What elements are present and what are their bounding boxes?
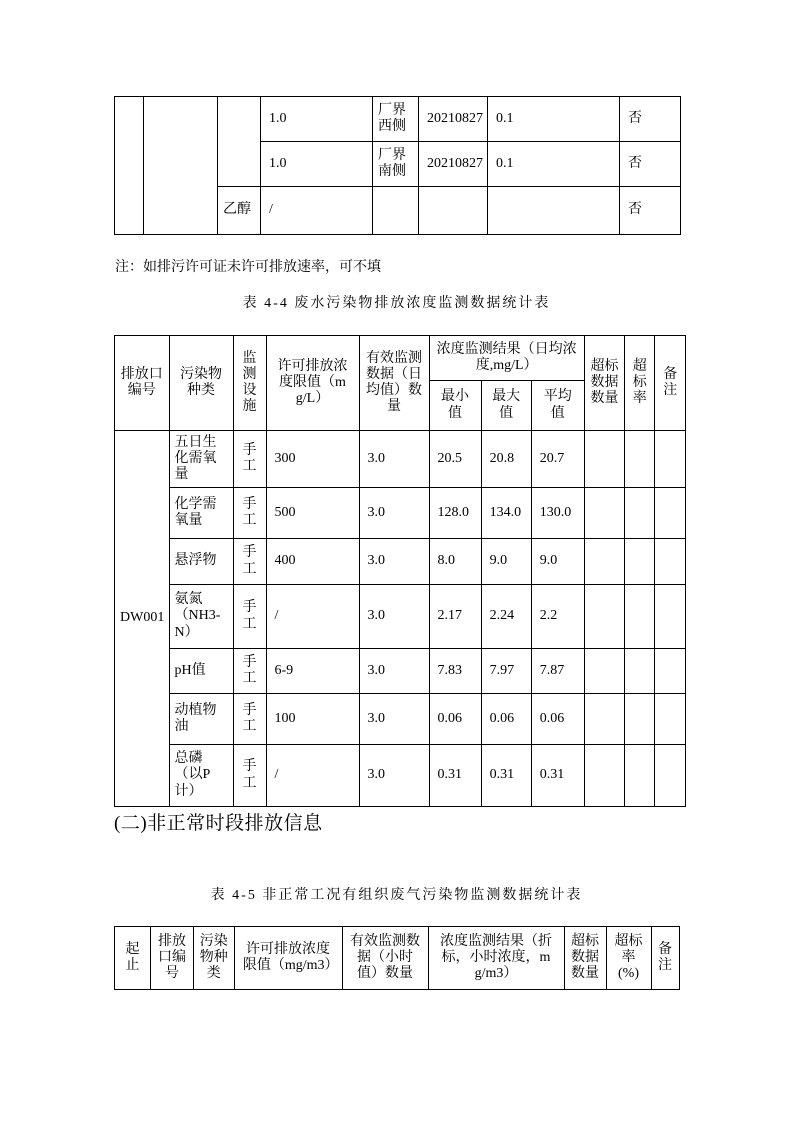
cell-pollutant: 动植物油 — [169, 694, 233, 745]
empty-cell — [584, 431, 625, 488]
cell-limit: 1.0 — [261, 142, 373, 187]
empty-cell — [584, 649, 625, 694]
header-max-label: 最大值 — [492, 389, 521, 421]
cell-facility-label: 手工 — [242, 759, 257, 791]
header-row — [115, 927, 680, 990]
header-limit — [234, 927, 342, 990]
cell-valid: 3.0 — [359, 585, 429, 649]
cell-facility — [233, 431, 266, 488]
header-min — [429, 381, 481, 431]
cell-facility-label: 手工 — [242, 545, 257, 577]
table-row — [115, 694, 686, 745]
empty-cell — [584, 539, 625, 585]
empty-cell — [584, 694, 625, 745]
cell-facility — [233, 694, 266, 745]
cell-valid: 3.0 — [359, 745, 429, 807]
empty-cell — [625, 585, 655, 649]
cell-max: 9.0 — [481, 539, 531, 585]
table-row — [115, 585, 686, 649]
cell-max: 7.97 — [481, 649, 531, 694]
cell-valid: 3.0 — [359, 694, 429, 745]
cell-pollutant: 乙醇 — [218, 187, 261, 235]
empty-cell — [115, 97, 144, 235]
header-facility — [233, 336, 266, 431]
cell-limit: 6-9 — [266, 649, 359, 694]
header-limit — [266, 336, 359, 431]
cell-avg: 2.2 — [531, 585, 584, 649]
header-result — [428, 927, 564, 990]
table-row — [115, 649, 686, 694]
cell-valid: 3.0 — [359, 488, 429, 539]
cell-location: 厂界西侧 — [373, 97, 419, 142]
header-exceed-count-label: 超标数据数量 — [590, 358, 619, 407]
table-note: 注：如排污许可证未许可排放速率，可不填 — [115, 260, 381, 275]
cell-location: 厂界南侧 — [373, 142, 419, 187]
abnormal-gas-table-table — [114, 926, 680, 990]
cell-limit: 500 — [266, 488, 359, 539]
cell-min: 7.83 — [429, 649, 481, 694]
cell-facility — [233, 745, 266, 807]
cell-facility-label: 手工 — [242, 702, 257, 734]
cell-pollutant: 氨氮（NH3-N） — [169, 585, 233, 649]
cell-facility — [233, 649, 266, 694]
empty-cell — [584, 585, 625, 649]
header-period — [115, 927, 151, 990]
cell-limit: 100 — [266, 694, 359, 745]
cell-date: 20210827 — [419, 142, 488, 187]
header-outlet — [115, 336, 170, 431]
section-heading: (二)非正常时段排放信息 — [114, 813, 323, 834]
cell-pollutant: 悬浮物 — [169, 539, 233, 585]
cell-avg: 0.06 — [531, 694, 584, 745]
cell-exceed: 否 — [620, 97, 681, 142]
wastewater-table-table — [114, 335, 686, 807]
header-remark — [651, 927, 679, 990]
header-pollutant-label: 污染物种类 — [180, 366, 222, 398]
header-outlet-label: 排放口编号 — [120, 366, 163, 398]
cell-pollutant: pH值 — [169, 649, 233, 694]
header-exceed-count-label: 超标数据数量 — [571, 933, 599, 982]
header-exceed-count — [584, 336, 625, 431]
abnormal-gas-table — [114, 926, 680, 990]
empty-cell — [655, 694, 686, 745]
gas-table-fragment-table — [114, 96, 681, 235]
header-period-label: 起止 — [125, 941, 140, 973]
header-avg-label: 平均值 — [543, 389, 572, 421]
cell-min: 0.31 — [429, 745, 481, 807]
cell-result: 0.1 — [488, 97, 620, 142]
header-remark-label: 备注 — [658, 941, 672, 973]
gas-table-fragment — [114, 96, 681, 235]
empty-cell — [655, 539, 686, 585]
cell-min: 20.5 — [429, 431, 481, 488]
empty-cell — [584, 488, 625, 539]
header-result-group — [429, 336, 584, 381]
empty-cell — [144, 97, 218, 235]
cell-facility — [233, 488, 266, 539]
table45-title: 表 4-5 非正常工况有组织废气污染物监测数据统计表 — [210, 888, 583, 903]
header-pollutant — [169, 336, 233, 431]
empty-cell — [419, 187, 488, 235]
cell-facility — [233, 585, 266, 649]
header-result-label: 浓度监测结果（折标，小时浓度，mg/m3） — [439, 933, 552, 982]
header-exceed-rate — [606, 927, 651, 990]
header-avg — [531, 381, 584, 431]
empty-cell — [625, 745, 655, 807]
header-pollutant — [194, 927, 235, 990]
cell-avg: 0.31 — [531, 745, 584, 807]
table-row — [115, 539, 686, 585]
cell-facility-label: 手工 — [242, 600, 257, 632]
table-row — [115, 97, 681, 142]
empty-cell — [655, 488, 686, 539]
header-exceed-rate — [625, 336, 655, 431]
cell-pollutant: 化学需氧量 — [169, 488, 233, 539]
header-facility-label: 监测设施 — [242, 350, 257, 415]
cell-exceed: 否 — [620, 187, 681, 235]
header-outlet — [151, 927, 194, 990]
header-result-group-label: 浓度监测结果（日均浓度,mg/L） — [436, 341, 577, 373]
cell-valid: 3.0 — [359, 649, 429, 694]
header-row — [115, 336, 686, 381]
cell-limit: 1.0 — [261, 97, 373, 142]
header-valid-count — [342, 927, 428, 990]
empty-cell — [625, 488, 655, 539]
cell-limit: / — [261, 187, 373, 235]
table-row — [115, 488, 686, 539]
header-limit-label: 许可排放浓度限值（mg/L） — [277, 358, 348, 407]
header-max — [481, 381, 531, 431]
cell-limit: / — [266, 745, 359, 807]
cell-max: 20.8 — [481, 431, 531, 488]
cell-limit: 400 — [266, 539, 359, 585]
empty-cell — [655, 585, 686, 649]
empty-cell — [625, 431, 655, 488]
cell-max: 134.0 — [481, 488, 531, 539]
cell-date: 20210827 — [419, 97, 488, 142]
header-pollutant-label: 污染物种类 — [199, 933, 228, 982]
empty-cell — [625, 694, 655, 745]
wastewater-table — [114, 335, 686, 807]
cell-min: 2.17 — [429, 585, 481, 649]
cell-facility-label: 手工 — [242, 496, 257, 528]
cell-result: 0.1 — [488, 142, 620, 187]
header-valid-count-label: 有效监测数据（小时值）数量 — [349, 933, 420, 982]
header-exceed-rate-label: 超标率 — [632, 358, 647, 407]
cell-min: 8.0 — [429, 539, 481, 585]
empty-cell — [655, 649, 686, 694]
header-outlet-label: 排放口编号 — [158, 933, 186, 982]
empty-cell — [373, 187, 419, 235]
cell-valid: 3.0 — [359, 539, 429, 585]
header-valid-count-label: 有效监测数据（日均值）数量 — [365, 350, 422, 415]
cell-facility-label: 手工 — [242, 442, 257, 474]
empty-cell — [584, 745, 625, 807]
header-exceed-rate-label: 超标率(%) — [614, 933, 643, 982]
empty-cell — [488, 187, 620, 235]
empty-cell — [655, 745, 686, 807]
header-limit-label: 许可排放浓度限值（mg/m3） — [242, 941, 339, 973]
cell-pollutant: 五日生化需氧量 — [169, 431, 233, 488]
cell-avg: 7.87 — [531, 649, 584, 694]
cell-avg: 9.0 — [531, 539, 584, 585]
table-row — [115, 431, 686, 488]
cell-facility-label: 手工 — [242, 654, 257, 686]
header-exceed-count — [564, 927, 606, 990]
cell-avg: 130.0 — [531, 488, 584, 539]
table44-title: 表 4-4 废水污染物排放浓度监测数据统计表 — [242, 296, 551, 311]
cell-pollutant: 总磷（以P计） — [169, 745, 233, 807]
header-remark-label: 备注 — [663, 366, 678, 398]
cell-max: 0.06 — [481, 694, 531, 745]
cell-exceed: 否 — [620, 142, 681, 187]
cell-min: 128.0 — [429, 488, 481, 539]
table-row — [115, 745, 686, 807]
empty-cell — [218, 97, 261, 187]
header-min-label: 最小值 — [441, 389, 470, 421]
cell-outlet-id: DW001 — [115, 431, 170, 807]
cell-max: 0.31 — [481, 745, 531, 807]
cell-limit: 300 — [266, 431, 359, 488]
empty-cell — [625, 539, 655, 585]
cell-max: 2.24 — [481, 585, 531, 649]
empty-cell — [625, 649, 655, 694]
header-valid-count — [359, 336, 429, 431]
cell-facility — [233, 539, 266, 585]
empty-cell — [655, 431, 686, 488]
header-remark — [655, 336, 686, 431]
cell-min: 0.06 — [429, 694, 481, 745]
cell-avg: 20.7 — [531, 431, 584, 488]
cell-limit: / — [266, 585, 359, 649]
cell-valid: 3.0 — [359, 431, 429, 488]
